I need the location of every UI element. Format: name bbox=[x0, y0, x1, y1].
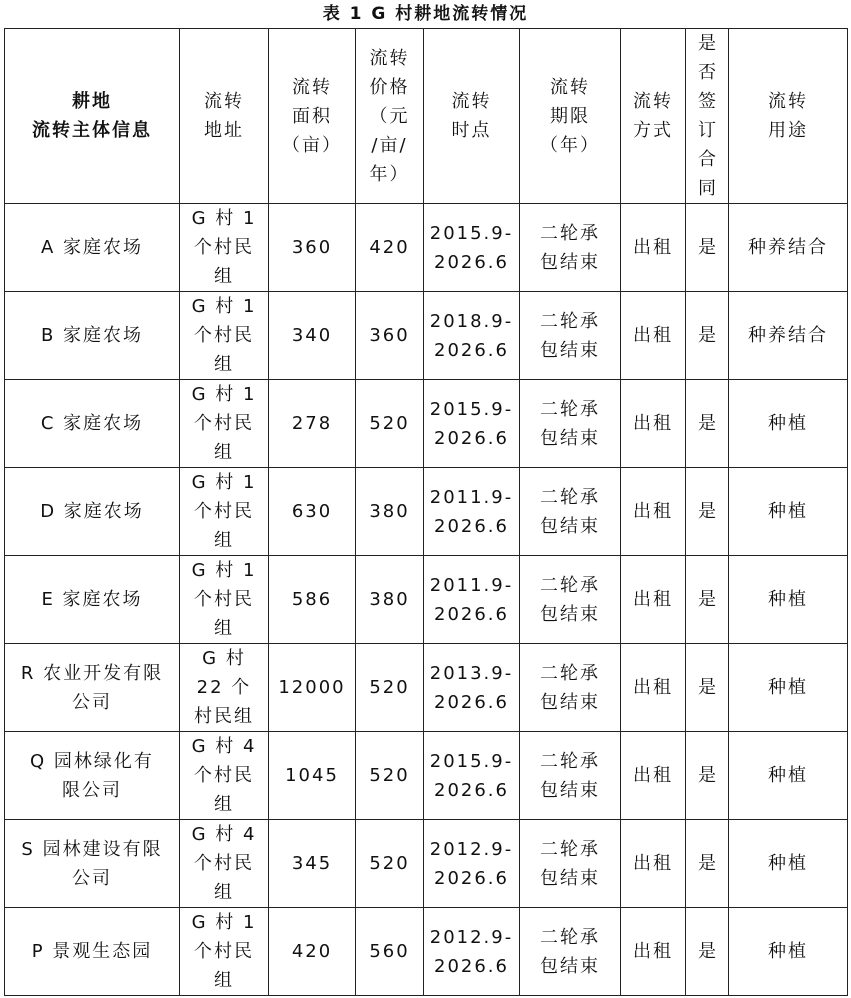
cell-use: 种植 bbox=[729, 908, 848, 996]
cell-contract: 是 bbox=[686, 820, 729, 908]
cell-contract: 是 bbox=[686, 556, 729, 644]
cell-time: 2015.9- 2026.6 bbox=[424, 732, 520, 820]
cell-address: G 村 1 个村民 组 bbox=[180, 292, 269, 380]
cell-contract: 是 bbox=[686, 204, 729, 292]
table-row bbox=[5, 468, 848, 556]
cell-term: 二轮承 包结束 bbox=[520, 908, 621, 996]
table-row bbox=[5, 556, 848, 644]
cell-term: 二轮承 包结束 bbox=[520, 380, 621, 468]
cell-method: 出租 bbox=[621, 820, 686, 908]
cell-use: 种养结合 bbox=[729, 204, 848, 292]
cell-use: 种养结合 bbox=[729, 292, 848, 380]
cell-price: 560 bbox=[356, 908, 424, 996]
cell-price: 380 bbox=[356, 468, 424, 556]
cell-contract: 是 bbox=[686, 468, 729, 556]
cell-address: G 村 1 个村民 组 bbox=[180, 556, 269, 644]
cell-term: 二轮承 包结束 bbox=[520, 556, 621, 644]
cell-area: 360 bbox=[269, 204, 356, 292]
cell-use: 种植 bbox=[729, 468, 848, 556]
cell-term: 二轮承 包结束 bbox=[520, 292, 621, 380]
cell-method: 出租 bbox=[621, 204, 686, 292]
cell-method: 出租 bbox=[621, 908, 686, 996]
cell-area: 340 bbox=[269, 292, 356, 380]
cell-method: 出租 bbox=[621, 380, 686, 468]
cell-contract: 是 bbox=[686, 380, 729, 468]
cell-use: 种植 bbox=[729, 380, 848, 468]
cell-contract: 是 bbox=[686, 732, 729, 820]
cell-time: 2013.9- 2026.6 bbox=[424, 644, 520, 732]
cell-method: 出租 bbox=[621, 732, 686, 820]
cell-term: 二轮承 包结束 bbox=[520, 820, 621, 908]
cell-time: 2015.9- 2026.6 bbox=[424, 380, 520, 468]
cell-term: 二轮承 包结束 bbox=[520, 468, 621, 556]
cell-contract: 是 bbox=[686, 644, 729, 732]
header-price: 流转 价格 （元 /亩/ 年） bbox=[356, 29, 424, 204]
cell-use: 种植 bbox=[729, 820, 848, 908]
cell-contract: 是 bbox=[686, 292, 729, 380]
cell-use: 种植 bbox=[729, 644, 848, 732]
cell-method: 出租 bbox=[621, 644, 686, 732]
cell-entity: B 家庭农场 bbox=[5, 292, 180, 380]
cell-area: 586 bbox=[269, 556, 356, 644]
cell-term: 二轮承 包结束 bbox=[520, 732, 621, 820]
cell-use: 种植 bbox=[729, 556, 848, 644]
header-row bbox=[5, 29, 848, 204]
table-row bbox=[5, 644, 848, 732]
table-caption: 表 1 G 村耕地流转情况 bbox=[322, 4, 529, 24]
cell-term: 二轮承 包结束 bbox=[520, 644, 621, 732]
table-row bbox=[5, 204, 848, 292]
cell-price: 520 bbox=[356, 644, 424, 732]
header-method: 流转 方式 bbox=[621, 29, 686, 204]
header-contract: 是 否 签 订 合 同 bbox=[686, 29, 729, 204]
cell-entity: D 家庭农场 bbox=[5, 468, 180, 556]
header-address: 流转 地址 bbox=[180, 29, 269, 204]
cell-address: G 村 1 个村民 组 bbox=[180, 468, 269, 556]
cell-entity: C 家庭农场 bbox=[5, 380, 180, 468]
cell-method: 出租 bbox=[621, 556, 686, 644]
cell-contract: 是 bbox=[686, 908, 729, 996]
cell-area: 420 bbox=[269, 908, 356, 996]
cell-price: 420 bbox=[356, 204, 424, 292]
cell-address: G 村 1 个村民 组 bbox=[180, 380, 269, 468]
header-term: 流转 期限 （年） bbox=[520, 29, 621, 204]
cell-entity: P 景观生态园 bbox=[5, 908, 180, 996]
cell-entity: E 家庭农场 bbox=[5, 556, 180, 644]
cell-time: 2015.9- 2026.6 bbox=[424, 204, 520, 292]
cell-term: 二轮承 包结束 bbox=[520, 204, 621, 292]
cell-address: G 村 4 个村民 组 bbox=[180, 732, 269, 820]
cell-method: 出租 bbox=[621, 468, 686, 556]
table-row bbox=[5, 292, 848, 380]
cell-time: 2012.9- 2026.6 bbox=[424, 820, 520, 908]
cell-area: 1045 bbox=[269, 732, 356, 820]
cell-price: 360 bbox=[356, 292, 424, 380]
cell-entity: A 家庭农场 bbox=[5, 204, 180, 292]
cell-entity: Q 园林绿化有 限公司 bbox=[5, 732, 180, 820]
cell-price: 520 bbox=[356, 820, 424, 908]
cell-area: 630 bbox=[269, 468, 356, 556]
table-row bbox=[5, 732, 848, 820]
cell-time: 2011.9- 2026.6 bbox=[424, 556, 520, 644]
table-body bbox=[5, 204, 848, 996]
cell-use: 种植 bbox=[729, 732, 848, 820]
cell-address: G 村 22 个 村民组 bbox=[180, 644, 269, 732]
header-use: 流转 用途 bbox=[729, 29, 848, 204]
table-row bbox=[5, 908, 848, 996]
cell-price: 520 bbox=[356, 732, 424, 820]
cell-area: 278 bbox=[269, 380, 356, 468]
land-transfer-table bbox=[4, 28, 848, 996]
cell-area: 12000 bbox=[269, 644, 356, 732]
cell-address: G 村 4 个村民 组 bbox=[180, 820, 269, 908]
cell-time: 2012.9- 2026.6 bbox=[424, 908, 520, 996]
cell-method: 出租 bbox=[621, 292, 686, 380]
cell-address: G 村 1 个村民 组 bbox=[180, 204, 269, 292]
cell-price: 520 bbox=[356, 380, 424, 468]
cell-entity: S 园林建设有限 公司 bbox=[5, 820, 180, 908]
table-row bbox=[5, 820, 848, 908]
cell-time: 2018.9- 2026.6 bbox=[424, 292, 520, 380]
header-entity: 耕地 流转主体信息 bbox=[5, 29, 180, 204]
cell-area: 345 bbox=[269, 820, 356, 908]
header-area: 流转 面积 （亩） bbox=[269, 29, 356, 204]
cell-entity: R 农业开发有限 公司 bbox=[5, 644, 180, 732]
header-time: 流转 时点 bbox=[424, 29, 520, 204]
cell-time: 2011.9- 2026.6 bbox=[424, 468, 520, 556]
table-row bbox=[5, 380, 848, 468]
cell-address: G 村 1 个村民 组 bbox=[180, 908, 269, 996]
cell-price: 380 bbox=[356, 556, 424, 644]
